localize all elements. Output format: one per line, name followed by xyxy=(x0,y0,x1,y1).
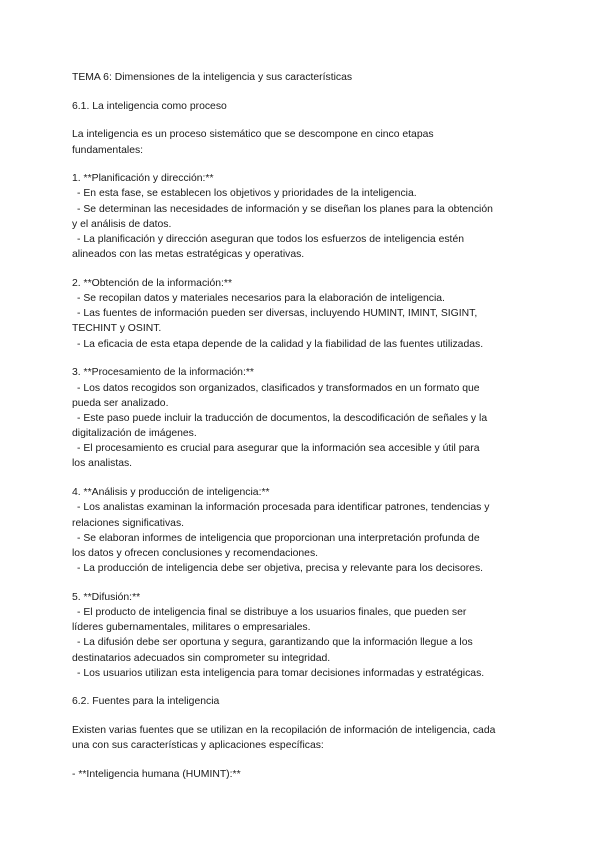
stage-line: los datos y ofrecen conclusiones y recomendaciones. xyxy=(72,547,319,559)
stage-line: - La difusión debe ser oportuna y segura, garantizando que la información llegue a los xyxy=(77,637,473,649)
stage-line: TECHINT y OSINT. xyxy=(72,323,162,335)
stage-line: - Los usuarios utilizan esta inteligencia para tomar decisiones informadas y estratégicas. xyxy=(77,667,485,679)
document-body xyxy=(72,70,532,782)
stage-title: 4. **Análisis y producción de inteligencia:** xyxy=(72,487,270,499)
stage-line: - Se recopilan datos y materiales necesarios para la elaboración de inteligencia. xyxy=(77,293,445,305)
stage-line: - El procesamiento es crucial para asegurar que la información sea accesible y útil para xyxy=(77,443,480,455)
stage-line: relaciones significativas. xyxy=(72,517,185,529)
stage-line: - Las fuentes de información pueden ser diversas, incluyendo HUMINT, IMINT, SIGINT, xyxy=(77,308,478,320)
stage-title: 5. **Difusión:** xyxy=(72,591,141,603)
stage-line: pueda ser analizado. xyxy=(72,397,169,409)
stage-line: líderes gubernamentales, militares o empresariales. xyxy=(72,622,311,634)
stage-title: 2. **Obtención de la información:** xyxy=(72,277,232,289)
stage-line: - Este paso puede incluir la traducción de documentos, la descodificación de señales y la xyxy=(77,412,488,424)
stage-line: destinatarios adecuados sin comprometer su integridad. xyxy=(72,652,331,664)
stage-line: - El producto de inteligencia final se distribuye a los usuarios finales, que pueden ser xyxy=(77,606,467,618)
section-heading-6-2: 6.2. Fuentes para la inteligencia xyxy=(72,696,220,708)
document-title: TEMA 6: Dimensiones de la inteligencia y sus características xyxy=(72,72,353,83)
stage-line: - La producción de inteligencia debe ser objetiva, precisa y relevante para los decisores. xyxy=(77,563,484,575)
stage-line: - La planificación y dirección aseguran que todos los esfuerzos de inteligencia estén xyxy=(77,234,465,245)
stage-line: - Los analistas examinan la información procesada para identificar patrones, tendencias y xyxy=(77,502,490,514)
stage-line: - Se determinan las necesidades de información y se diseñan los planes para la obtención xyxy=(77,203,493,215)
intro-line: fundamentales: xyxy=(72,144,144,156)
stage-line: - La eficacia de esta etapa depende de la calidad y la fiabilidad de las fuentes utilizadas. xyxy=(77,338,484,350)
stage-title: 1. **Planificación y dirección:** xyxy=(72,173,214,185)
section-heading-6-1: 6.1. La inteligencia como proceso xyxy=(72,100,227,112)
stage-line: alineados con las metas estratégicas y operativas. xyxy=(72,249,305,261)
stage-line: los analistas. xyxy=(72,458,133,470)
intro-line: Existen varias fuentes que se utilizan en la recopilación de información de inteligencia, cada xyxy=(72,725,496,737)
stage-title: 3. **Procesamiento de la información:** xyxy=(72,367,254,379)
intro-line: una con sus características y aplicaciones específicas: xyxy=(72,740,324,752)
stage-line: digitalización de imágenes. xyxy=(72,428,197,440)
intro-line: La inteligencia es un proceso sistemático que se descompone en cinco etapas xyxy=(72,129,434,141)
stage-line: - Los datos recogidos son organizados, clasificados y transformados en un formato que xyxy=(77,382,480,394)
stage-line: - Se elaboran informes de inteligencia que proporcionan una interpretación profunda de xyxy=(77,532,480,544)
stage-line: - En esta fase, se establecen los objetivos y prioridades de la inteligencia. xyxy=(77,188,417,200)
source-item-title: - **Inteligencia humana (HUMINT):** xyxy=(72,768,241,780)
stage-line: y el análisis de datos. xyxy=(72,218,172,230)
